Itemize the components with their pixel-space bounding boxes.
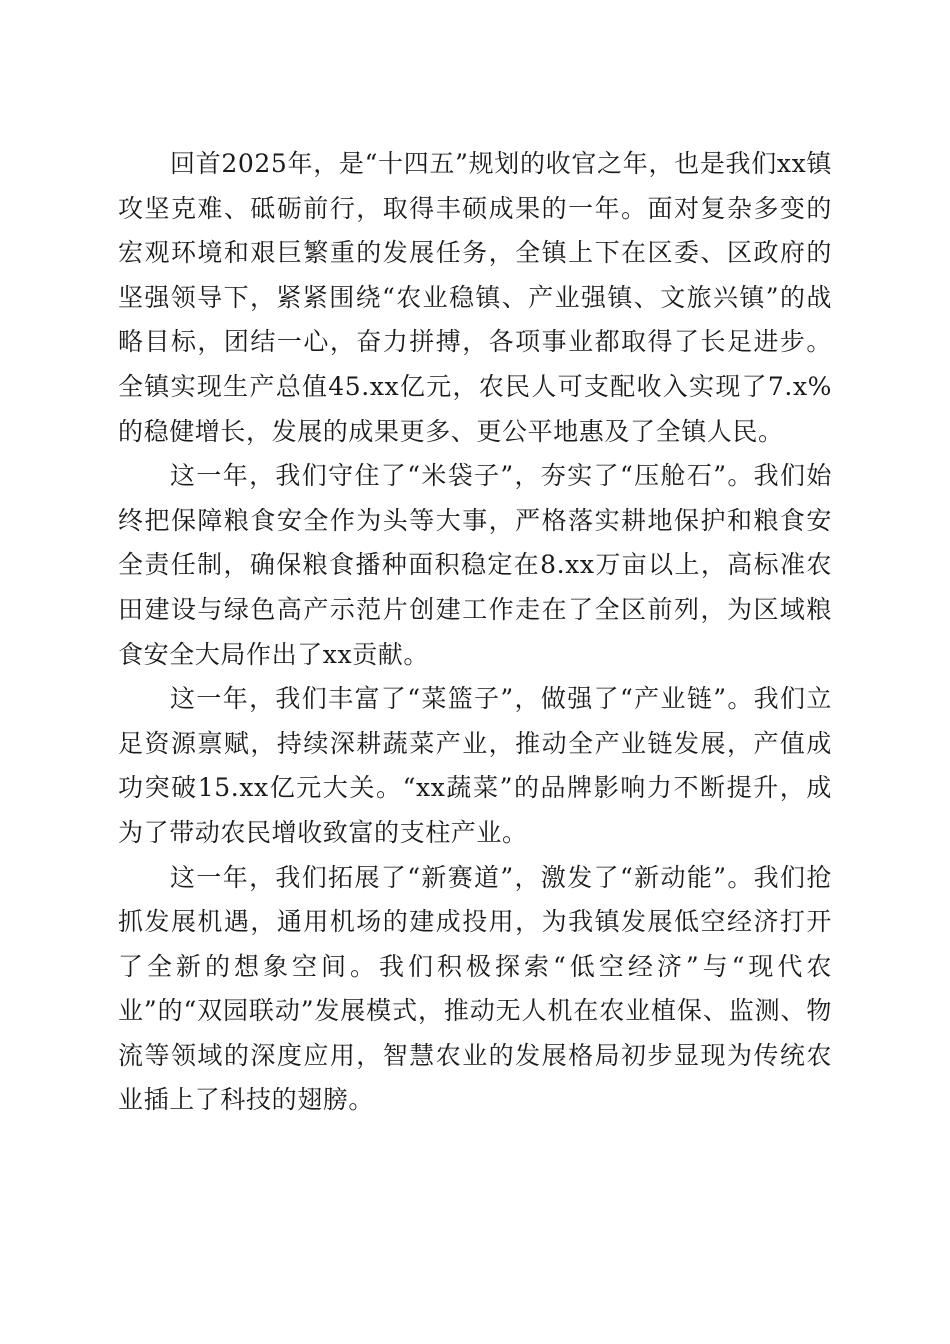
paragraph-review-2025: 回首2025年，是“十四五”规划的收官之年，也是我们xx镇攻坚克难、砥砺前行，取得丰硕成果的一年。面对复杂多变的宏观环境和艰巨繁重的发展任务，全镇上下在区委、区政府的坚强领导下，紧紧围绕“农业稳镇、产业强镇、文旅兴镇”的战略目标，团结一心，奋力拼搏，各项事业都取得了长足进步。全镇实现生产总值45.xx亿元，农民人可支配收入实现了7.x%的稳健增长，发展的成果更多、更公平地惠及了全镇人民。 <box>118 149 832 446</box>
paragraph-grain-security: 这一年，我们守住了“米袋子”，夯实了“压舱石”。我们始终把保障粮食安全作为头等大事，严格落实耕地保护和粮食安全责任制，确保粮食播种面积稳定在8.xx万亩以上，高标准农田建设与绿色高产示范片创建工作走在了全区前列，为区域粮食安全大局作出了xx贡献。 <box>118 461 832 669</box>
document-body <box>118 142 832 1123</box>
paragraph-vegetable-industry: 这一年，我们丰富了“菜篮子”，做强了“产业链”。我们立足资源禀赋，持续深耕蔬菜产业，推动全产业链发展，产值成功突破15.xx亿元大关。“xx蔬菜”的品牌影响力不断提升，成为了带动农民增收致富的支柱产业。 <box>118 684 832 847</box>
paragraph-low-altitude-economy: 这一年，我们拓展了“新赛道”，激发了“新动能”。我们抢抓发展机遇，通用机场的建成投用，为我镇发展低空经济打开了全新的想象空间。我们积极探索“低空经济”与“现代农业”的“双园联动”发展模式，推动无人机在农业植保、监测、物流等领域的深度应用，智慧农业的发展格局初步显现为传统农业插上了科技的翅膀。 <box>118 862 832 1115</box>
